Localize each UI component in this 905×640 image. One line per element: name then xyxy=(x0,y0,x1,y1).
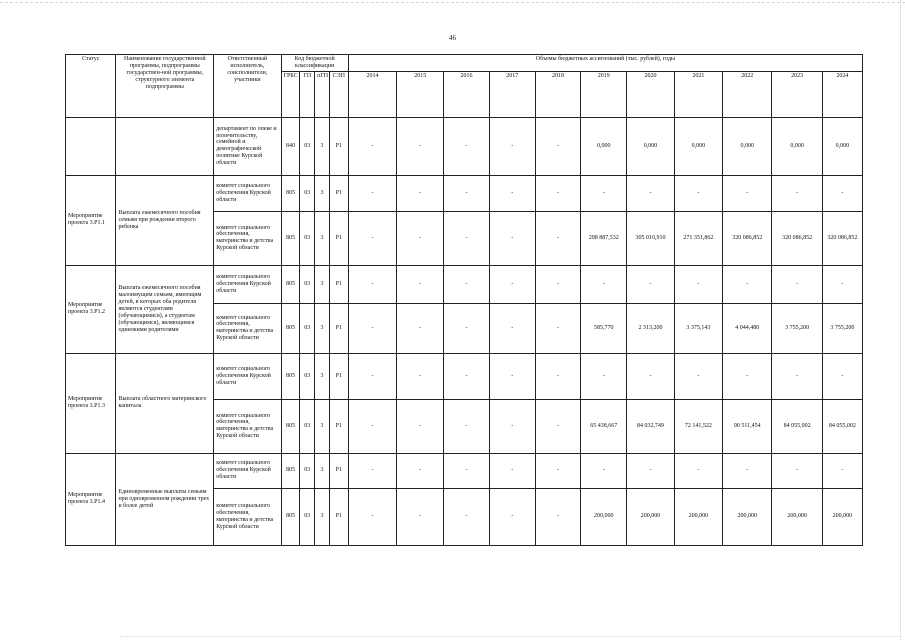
value-cell: - xyxy=(348,211,396,265)
value-cell: - xyxy=(581,353,627,399)
pgp-cell: 3 xyxy=(315,453,330,488)
sep-cell: P1 xyxy=(329,211,348,265)
value-cell: 3 755,200 xyxy=(772,303,822,353)
value-cell: - xyxy=(444,211,489,265)
budget-table xyxy=(65,54,863,546)
value-cell: - xyxy=(444,399,489,453)
value-cell: 320 086,852 xyxy=(822,211,862,265)
pgp-header: пГП xyxy=(315,71,330,117)
grbs-cell: 805 xyxy=(281,353,300,399)
budget-code-header: Код бюджетной классификации xyxy=(281,55,348,72)
value-cell: 200,000 xyxy=(581,488,627,545)
name-header: Наименование государственной программы, подпрограммы государствен-ной программы, структурного элемента подпрограммы xyxy=(116,55,214,118)
value-cell: - xyxy=(627,265,674,303)
gp-cell: 03 xyxy=(300,488,315,545)
value-cell: 0,000 xyxy=(674,117,722,175)
table-row xyxy=(66,175,863,211)
grbs-header: ГРБС xyxy=(281,71,300,117)
grbs-cell: 840 xyxy=(281,117,300,175)
value-cell: - xyxy=(535,265,580,303)
pgp-cell: 3 xyxy=(315,399,330,453)
executor-cell: комитет социального обеспечения, материнства и детства Курской области xyxy=(214,303,281,353)
value-cell: - xyxy=(397,453,444,488)
year-header: 2021 xyxy=(674,71,722,117)
value-cell: - xyxy=(348,117,396,175)
value-cell: - xyxy=(397,303,444,353)
gp-cell: 03 xyxy=(300,453,315,488)
volumes-header: Объемы бюджетных ассигнований (тыс. рублей), годы xyxy=(348,55,862,72)
value-cell: - xyxy=(444,175,489,211)
scan-edge-top xyxy=(0,2,905,3)
table-body xyxy=(66,117,863,545)
value-cell: 3 375,143 xyxy=(674,303,722,353)
value-cell: - xyxy=(444,303,489,353)
value-cell: - xyxy=(723,453,772,488)
executor-header: Ответственный исполнитель, соисполнители, участники xyxy=(214,55,281,118)
sep-cell: P1 xyxy=(329,399,348,453)
status-cell: Мероприятие проекта 3.Р1.2 xyxy=(66,265,116,353)
grbs-cell: 805 xyxy=(281,488,300,545)
value-cell: - xyxy=(397,265,444,303)
value-cell: - xyxy=(581,265,627,303)
value-cell: - xyxy=(348,399,396,453)
value-cell: - xyxy=(535,453,580,488)
value-cell: - xyxy=(489,399,535,453)
value-cell: - xyxy=(772,265,822,303)
value-cell: - xyxy=(822,453,862,488)
value-cell: - xyxy=(535,488,580,545)
value-cell: - xyxy=(822,353,862,399)
value-cell: 320 086,852 xyxy=(772,211,822,265)
executor-cell: комитет социального обеспечения Курской области xyxy=(214,453,281,488)
value-cell: - xyxy=(674,265,722,303)
name-cell: Выплата областного материнского капитала xyxy=(116,353,214,453)
value-cell: - xyxy=(581,175,627,211)
name-cell: Выплата ежемесячного пособия семьям при рождении второго ребенка xyxy=(116,175,214,265)
value-cell: 200,000 xyxy=(627,488,674,545)
gp-header: ГП xyxy=(300,71,315,117)
sep-cell: P1 xyxy=(329,265,348,303)
scan-edge-bottom xyxy=(120,636,900,637)
value-cell: - xyxy=(444,488,489,545)
name-cell xyxy=(116,117,214,175)
value-cell: - xyxy=(674,175,722,211)
sep-cell: P1 xyxy=(329,488,348,545)
table-row xyxy=(66,265,863,303)
value-cell: - xyxy=(535,117,580,175)
year-header: 2018 xyxy=(535,71,580,117)
status-cell: Мероприятие проекта 3.Р1.3 xyxy=(66,353,116,453)
value-cell: 200,000 xyxy=(674,488,722,545)
pgp-cell: 3 xyxy=(315,353,330,399)
grbs-cell: 805 xyxy=(281,303,300,353)
value-cell: - xyxy=(822,175,862,211)
table-header xyxy=(66,55,863,118)
value-cell: - xyxy=(348,453,396,488)
grbs-cell: 805 xyxy=(281,265,300,303)
value-cell: - xyxy=(397,353,444,399)
value-cell: - xyxy=(489,453,535,488)
value-cell: - xyxy=(535,353,580,399)
year-header: 2014 xyxy=(348,71,396,117)
value-cell: 320 086,852 xyxy=(723,211,772,265)
value-cell: - xyxy=(397,488,444,545)
value-cell: 0,000 xyxy=(581,117,627,175)
value-cell: 84 032,749 xyxy=(627,399,674,453)
value-cell: - xyxy=(772,175,822,211)
status-cell xyxy=(66,117,116,175)
value-cell: - xyxy=(444,453,489,488)
gp-cell: 03 xyxy=(300,117,315,175)
value-cell: 84 055,002 xyxy=(772,399,822,453)
value-cell: 305 010,910 xyxy=(627,211,674,265)
value-cell: - xyxy=(444,117,489,175)
name-cell: Выплата ежемесячного пособия малоимущим семьям, имеющим детей, в которых оба родителя являются студентами (обучающимися), а студентам (обучающимся), являющимся одинокими родителями xyxy=(116,265,214,353)
gp-cell: 03 xyxy=(300,175,315,211)
executor-cell: комитет социального обеспечения Курской области xyxy=(214,175,281,211)
sep-cell: P1 xyxy=(329,117,348,175)
value-cell: - xyxy=(444,265,489,303)
gp-cell: 03 xyxy=(300,211,315,265)
value-cell: - xyxy=(348,488,396,545)
value-cell: - xyxy=(444,353,489,399)
value-cell: - xyxy=(489,211,535,265)
grbs-cell: 805 xyxy=(281,453,300,488)
value-cell: - xyxy=(674,453,722,488)
year-header: 2022 xyxy=(723,71,772,117)
value-cell: - xyxy=(772,453,822,488)
value-cell: - xyxy=(397,117,444,175)
value-cell: - xyxy=(535,211,580,265)
value-cell: - xyxy=(489,353,535,399)
scan-edge-right xyxy=(900,0,901,640)
pgp-cell: 3 xyxy=(315,488,330,545)
name-cell: Единовременные выплаты семьям при одновременном рождении трех и более детей xyxy=(116,453,214,545)
value-cell: - xyxy=(822,265,862,303)
value-cell: - xyxy=(397,211,444,265)
value-cell: - xyxy=(581,453,627,488)
value-cell: 2 313,200 xyxy=(627,303,674,353)
value-cell: - xyxy=(535,303,580,353)
year-header: 2016 xyxy=(444,71,489,117)
value-cell: 65 438,667 xyxy=(581,399,627,453)
value-cell: - xyxy=(348,265,396,303)
pgp-cell: 3 xyxy=(315,211,330,265)
value-cell: 0,000 xyxy=(772,117,822,175)
gp-cell: 03 xyxy=(300,265,315,303)
gp-cell: 03 xyxy=(300,303,315,353)
pgp-cell: 3 xyxy=(315,117,330,175)
value-cell: - xyxy=(489,488,535,545)
grbs-cell: 805 xyxy=(281,399,300,453)
status-cell: Мероприятие проекта 3.Р1.4 xyxy=(66,453,116,545)
year-header: 2019 xyxy=(581,71,627,117)
value-cell: 585,770 xyxy=(581,303,627,353)
year-header: 2023 xyxy=(772,71,822,117)
table-row xyxy=(66,453,863,488)
status-header: Статус xyxy=(66,55,116,118)
table-row xyxy=(66,353,863,399)
value-cell: 72 141,522 xyxy=(674,399,722,453)
executor-cell: департамент по опеке и попечительству, семейной и демографической политике Курской области xyxy=(214,117,281,175)
value-cell: - xyxy=(723,175,772,211)
value-cell: 298 887,532 xyxy=(581,211,627,265)
year-header: 2024 xyxy=(822,71,862,117)
value-cell: - xyxy=(348,175,396,211)
sep-cell: P1 xyxy=(329,175,348,211)
value-cell: - xyxy=(397,175,444,211)
value-cell: 200,000 xyxy=(772,488,822,545)
value-cell: - xyxy=(627,175,674,211)
page-number: 46 xyxy=(449,34,456,42)
value-cell: 0,000 xyxy=(822,117,862,175)
executor-cell: комитет социального обеспечения Курской области xyxy=(214,265,281,303)
grbs-cell: 805 xyxy=(281,211,300,265)
value-cell: - xyxy=(397,399,444,453)
value-cell: 0,000 xyxy=(723,117,772,175)
value-cell: - xyxy=(489,117,535,175)
year-header: 2015 xyxy=(397,71,444,117)
executor-cell: комитет социального обеспечения, материнства и детства Курской области xyxy=(214,211,281,265)
value-cell: - xyxy=(772,353,822,399)
executor-cell: комитет социального обеспечения, материнства и детства Курской области xyxy=(214,488,281,545)
value-cell: 90 511,454 xyxy=(723,399,772,453)
executor-cell: комитет социального обеспечения, материнства и детства Курской области xyxy=(214,399,281,453)
value-cell: - xyxy=(489,175,535,211)
value-cell: - xyxy=(627,453,674,488)
value-cell: 271 351,862 xyxy=(674,211,722,265)
table-row xyxy=(66,117,863,175)
value-cell: 0,000 xyxy=(627,117,674,175)
sep-cell: P1 xyxy=(329,303,348,353)
value-cell: 200,000 xyxy=(723,488,772,545)
value-cell: - xyxy=(489,303,535,353)
value-cell: - xyxy=(723,353,772,399)
value-cell: - xyxy=(723,265,772,303)
value-cell: 200,000 xyxy=(822,488,862,545)
executor-cell: комитет социального обеспечения Курской области xyxy=(214,353,281,399)
value-cell: - xyxy=(674,353,722,399)
value-cell: - xyxy=(489,265,535,303)
sep-cell: P1 xyxy=(329,453,348,488)
value-cell: - xyxy=(348,303,396,353)
sep-header: СЭП xyxy=(329,71,348,117)
status-cell: Мероприятие проекта 3.Р1.1 xyxy=(66,175,116,265)
year-header: 2017 xyxy=(489,71,535,117)
year-header: 2020 xyxy=(627,71,674,117)
pgp-cell: 3 xyxy=(315,303,330,353)
value-cell: 3 755,200 xyxy=(822,303,862,353)
value-cell: - xyxy=(348,353,396,399)
value-cell: - xyxy=(627,353,674,399)
value-cell: 84 055,002 xyxy=(822,399,862,453)
gp-cell: 03 xyxy=(300,353,315,399)
pgp-cell: 3 xyxy=(315,175,330,211)
value-cell: - xyxy=(535,399,580,453)
grbs-cell: 805 xyxy=(281,175,300,211)
gp-cell: 03 xyxy=(300,399,315,453)
value-cell: 4 044,480 xyxy=(723,303,772,353)
pgp-cell: 3 xyxy=(315,265,330,303)
sep-cell: P1 xyxy=(329,353,348,399)
value-cell: - xyxy=(535,175,580,211)
